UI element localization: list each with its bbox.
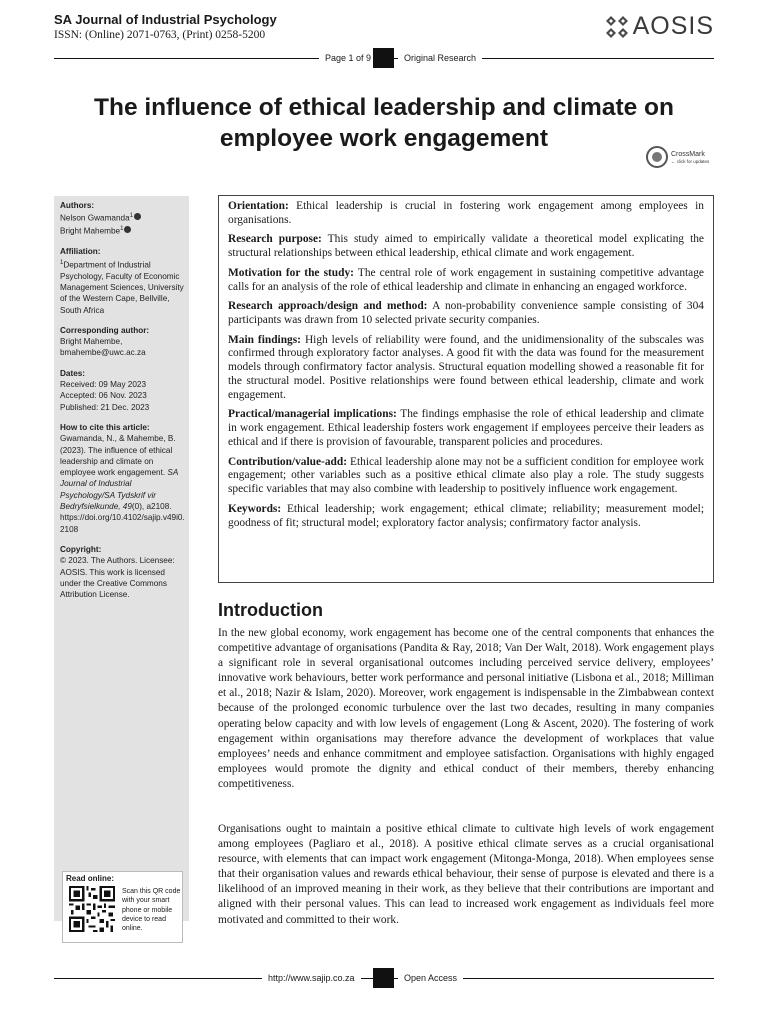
crossmark-badge[interactable]: [646, 146, 709, 168]
copyright-label: Copyright:: [60, 544, 102, 554]
implications-text: The findings emphasise the role of ethical leadership and climate in work engagement. Ethical leadership fosters work engagement if employees perceive their leaders as ethical and if there is provision of favourable, transparent policies and procedures.: [228, 408, 704, 448]
aosis-logo-icon: [605, 15, 629, 39]
publisher-name: AOSIS: [632, 12, 714, 40]
page-number: Page 1 of 9: [319, 53, 377, 63]
citation-journal: SA Journal of Industrial Psychology/SA Tydskrif vir Bedryfsielkunde, 49: [60, 468, 179, 512]
corresponding-section: [60, 325, 188, 359]
issn: ISSN: (Online) 2071-0763, (Print) 0258-5200: [54, 29, 266, 41]
keywords-label: Keywords:: [228, 502, 282, 515]
read-online-label: Read online:: [66, 874, 115, 883]
intro-paragraph-2: Organisations ought to maintain a positive ethical climate to cultivate high levels of work engagement among employees (Pagliaro et al., 2018). A positive ethical climate serves as a crucial organisational resource, with elements that can impact work engagement (Mitonga-Monga, 2018). When employees sense that their organisation values and rewards ethical behaviour, their sense of purpose is elevated and there is a likelihood of an improved meaning in their work, as they believe that their contributions are important and aligned with their personal values. This can lead to increased work engagement as individuals feel more motivated and committed to their work.: [218, 823, 714, 926]
author-1-affil: 1: [129, 213, 133, 220]
dates-label: Dates:: [60, 368, 86, 378]
contribution-label: Contribution/value-add:: [228, 455, 347, 468]
affiliation-label: Affiliation:: [60, 247, 101, 257]
abstract-orientation: [228, 200, 704, 228]
abstract-purpose: [228, 233, 704, 261]
orientation-text: Ethical leadership is crucial in fostering work engagement among employees in organisations.: [228, 200, 704, 226]
date-received: Received: 09 May 2023: [60, 380, 147, 390]
abstract-motivation: [228, 267, 704, 295]
article-type: Original Research: [398, 53, 482, 63]
affiliation-body: Department of Industrial Psychology, Faculty of Economic Management Sciences, University of the Western Cape, Bellville, South Africa: [60, 260, 184, 315]
abstract-box: [218, 195, 714, 583]
author-2-name: Bright Mahembe: [60, 227, 121, 237]
abstract-contribution: [228, 456, 704, 497]
header-divider-block: [373, 48, 394, 68]
read-online-box: [62, 871, 183, 943]
contribution-text: Ethical leadership alone may not be a sufficient condition for employee work engagement; other variables such as a positive ethical climate also play a role. The study suggests specific variables that may also combine with leadership to positively influence work engagement.: [228, 455, 704, 496]
author-1: [60, 211, 188, 224]
crossmark-tagline: ← click for updates: [671, 158, 710, 164]
orientation-label: Orientation:: [228, 200, 289, 212]
article-title: The influence of ethical leadership and climate on employee work engagement: [94, 94, 674, 152]
findings-label: Main findings:: [228, 333, 301, 346]
copyright-text: © 2023. The Authors. Licensee: AOSIS. This work is licensed under the Creative Commons Attribution License.: [60, 556, 175, 600]
author-2: [60, 224, 188, 237]
affiliation-section: [60, 246, 188, 316]
purpose-label: Research purpose:: [228, 233, 322, 246]
purpose-text: This study aimed to empirically validate a theoretical model explicating the structural relationships between ethical leadership, ethical climate and work engagement.: [228, 233, 704, 260]
journal-title: SA Journal of Industrial Psychology: [54, 12, 277, 27]
motivation-text: The central role of work engagement in sustaining competitive advantage calls for an analysis of the role of ethical leadership and climate in enhancing an engaged workforce.: [228, 266, 704, 293]
citation-text: [60, 433, 188, 535]
author-1-name: Nelson Gwamanda: [60, 214, 130, 224]
approach-text: A non-probability convenience sample consisting of 304 participants was drawn from 10 selected private security companies.: [228, 300, 704, 326]
corresponding-email[interactable]: bmahembe@uwc.ac.za: [60, 348, 146, 358]
corresponding-name: Bright Mahembe,: [60, 337, 123, 347]
section-heading-introduction: Introduction: [218, 600, 323, 620]
qr-code-icon[interactable]: [69, 886, 115, 932]
affiliation-text: [60, 258, 188, 316]
footer-open-access: Open Access: [398, 973, 463, 983]
sidebar-content: [60, 200, 188, 609]
crossmark-icon: [646, 146, 668, 168]
abstract-approach: [228, 300, 704, 328]
citation-doi[interactable]: (0), a2108. https://doi.org/10.4102/sajip.v49i0.2108: [60, 502, 185, 534]
dates-section: [60, 368, 188, 413]
citation-part-1: Gwamanda, N., & Mahembe, B. (2023). The influence of ethical leadership and climate on employee work engagement.: [60, 434, 176, 478]
orcid-icon[interactable]: [134, 213, 141, 220]
author-2-affil: 1: [120, 226, 124, 233]
qr-instructions: Scan this QR code with your smart phone or mobile device to read online.: [122, 888, 181, 933]
abstract-implications: [228, 408, 704, 449]
crossmark-name: CrossMark: [671, 150, 705, 158]
abstract-findings: [228, 334, 704, 403]
keywords-text: Ethical leadership; work engagement; ethical climate; reliability; measurement model; goodness of fit; structural model; exploratory factor analysis; confirmatory factor analysis.: [228, 502, 704, 529]
orcid-icon[interactable]: [124, 226, 131, 233]
footer-divider-block: [373, 968, 394, 988]
authors-section: [60, 200, 188, 237]
date-accepted: Accepted: 06 Nov. 2023: [60, 391, 147, 401]
footer-url[interactable]: http://www.sajip.co.za: [262, 973, 361, 983]
corresponding-label: Corresponding author:: [60, 325, 150, 335]
implications-label: Practical/managerial implications:: [228, 408, 397, 421]
citation-label: How to cite this article:: [60, 422, 150, 432]
copyright-section: [60, 544, 188, 600]
affiliation-sup: 1: [60, 259, 64, 266]
approach-label: Research approach/design and method:: [228, 300, 428, 313]
authors-label: Authors:: [60, 201, 95, 210]
citation-section: [60, 422, 188, 535]
findings-text: High levels of reliability were found, and the unidimensionality of the subscales was confirmed through exploratory factor analyses. A good fit with the data was found for the measurement models through confirmatory factor analysis. Structural equation modelling showed a reasonable fit for the structural model. Positive relationships were found between ethical leadership, climate and work engagement.: [228, 333, 704, 401]
date-published: Published: 21 Dec. 2023: [60, 402, 150, 412]
motivation-label: Motivation for the study:: [228, 266, 354, 279]
abstract-keywords: [228, 503, 704, 531]
publisher-logo[interactable]: [605, 12, 714, 41]
intro-paragraph-1: In the new global economy, work engagement has become one of the central components that enhances the competitive advantage of organisations (Pandita & Ray, 2018; Van Der Walt, 2018). Work engagement plays a significant role in several organisational outcomes including perceived service delivery, employees’ innovative work behaviours, better work performance and personal initiative (Lisbona et al., 2018; Milliman et al., 2018; Nazir & Islam, 2020). Moreover, work engagement is indispensable in the Zimbabwean context because of the prolonged economic turbulence over the last two decades, resulting in many companies operating below capacity and with low levels of engagement (Long & Ascent, 2020). The fostering of work engagement within organisations may therefore advance the development of workplaces that value employees’ needs and enhance commitment and employee satisfaction. Organisations with highly engaged employees would promote the dignity and ethical conduct of their members, thereby enhancing competitiveness.: [218, 627, 714, 790]
